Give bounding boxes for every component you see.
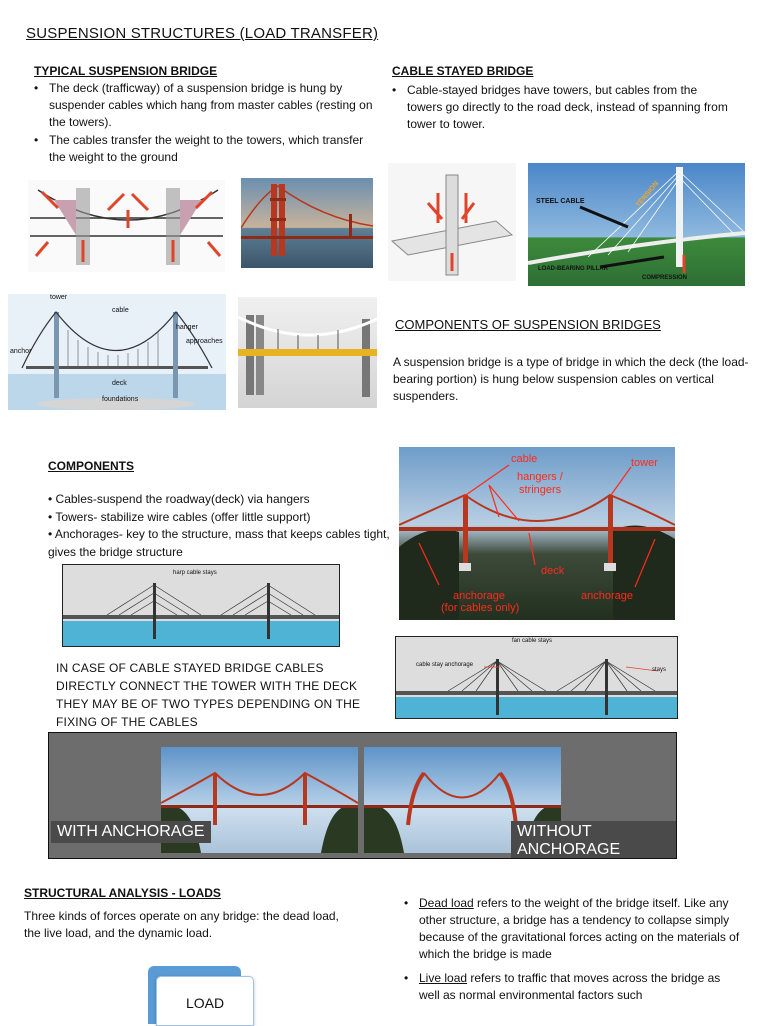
- cable-stayed-force-diagram: [388, 163, 516, 281]
- dead-load-term: Dead load: [419, 896, 474, 910]
- bridge-model-photo: [238, 297, 377, 408]
- typical-bullet: • The cables transfer the weight to the towers, which transfer the weight to the ground: [30, 132, 375, 166]
- red-anchorage-right-label: anchorage: [581, 590, 633, 602]
- live-load-text: refers to traffic that moves across the bridge as well as normal environmental factors such: [419, 971, 721, 1002]
- compression-label: COMPRESSION: [642, 275, 688, 281]
- cable-stay-anchorage-label: cable stay anchorage: [416, 662, 474, 668]
- red-anchorage-left-sub: (for cables only): [441, 602, 520, 614]
- with-anchorage-caption: WITH ANCHORAGE: [51, 821, 211, 843]
- live-load-term: Live load: [419, 971, 468, 985]
- loads-text: Three kinds of forces operate on any bridge: the dead load, the live load, and the dynamic load.: [24, 909, 339, 940]
- cable-label: cable: [112, 307, 129, 314]
- red-stringers-label: stringers: [519, 484, 562, 496]
- components-list: [48, 491, 398, 561]
- components-heading: COMPONENTS: [48, 459, 135, 473]
- load-box-label: LOAD: [185, 995, 225, 1011]
- tower-label: tower: [50, 294, 68, 301]
- cable-stayed-bullet: • Cable-stayed bridges have towers, but cables from the towers go directly to the road deck, instead of spanning from tower to tower.: [388, 82, 733, 133]
- tension-label: TENSION: [634, 180, 661, 209]
- anchorage-comparison: [48, 732, 677, 859]
- red-anchorage-left-label: anchorage: [453, 590, 505, 602]
- component-line: • Cables-suspend the roadway(deck) via hangers: [48, 492, 310, 506]
- cable-stayed-bullets: [388, 82, 733, 134]
- approaches-label: approaches: [186, 338, 223, 345]
- component-line: • Anchorages- key to the structure, mass that keeps cables tight, gives the bridge structure: [48, 527, 390, 559]
- harp-label: harp cable stays: [173, 570, 217, 576]
- steel-cable-label: STEEL CABLE: [536, 198, 585, 205]
- components-section-text: A suspension bridge is a type of bridge in which the deck (the load-bearing portion) is hung below suspension cables on vertical suspenders.: [393, 355, 749, 403]
- loads-heading: STRUCTURAL ANALYSIS - LOADS: [24, 886, 221, 900]
- deck-label: deck: [112, 380, 127, 387]
- cable-stayed-tension-diagram: [528, 163, 745, 286]
- fan-label: fan cable stays: [512, 638, 553, 644]
- suspension-components-diagram: [8, 294, 226, 410]
- foundations-label: foundations: [102, 396, 139, 403]
- fan-cable-stays-diagram: [395, 636, 678, 719]
- harp-cable-stays-diagram: [62, 564, 340, 647]
- red-hangers-label: hangers /: [517, 471, 563, 483]
- live-load-bullet: [400, 970, 740, 1004]
- without-anchorage-caption: WITHOUT ANCHORAGE: [511, 821, 676, 859]
- dead-load-text: refers to the weight of the bridge itself. Like any other structure, a bridge has a tendency to collapse simply because of the gravitational forces acting on the materials of which the bridge is made: [419, 896, 740, 961]
- suspension-force-diagram: [28, 180, 225, 272]
- load-bullets: [400, 895, 740, 1005]
- typical-bullets: [30, 80, 375, 167]
- components-section-heading: COMPONENTS OF SUSPENSION BRIDGES: [395, 317, 661, 332]
- hanger-label: hanger: [176, 324, 198, 331]
- component-line: • Towers- stabilize wire cables (offer little support): [48, 509, 311, 524]
- load-box: [156, 976, 254, 1026]
- red-deck-label: deck: [541, 565, 565, 577]
- cable-stayed-heading: CABLE STAYED BRIDGE: [392, 64, 534, 78]
- red-cable-label: cable: [511, 453, 538, 465]
- typical-heading: TYPICAL SUSPENSION BRIDGE: [34, 64, 218, 78]
- cable-stay-note: IN CASE OF CABLE STAYED BRIDGE CABLES DIRECTLY CONNECT THE TOWER WITH THE DECK THEY MAY BE OF TWO TYPES DEPENDING ON THE FIXING OF THE CABLES: [56, 661, 361, 729]
- typical-bullet: • The deck (trafficway) of a suspension bridge is hung by suspender cables which hang from master cables (resting on the towers).: [30, 80, 375, 131]
- golden-gate-photo: [241, 178, 373, 268]
- suspension-render-labeled: [399, 447, 675, 620]
- load-bearing-pillar-label: LOAD-BEARING PILLAR: [538, 266, 608, 272]
- stays-label: stays: [652, 667, 667, 673]
- anchor-label: anchor: [10, 348, 32, 355]
- red-tower-label: tower: [631, 457, 658, 469]
- dead-load-bullet: [400, 895, 740, 963]
- page-title: SUSPENSION STRUCTURES (LOAD TRANSFER): [26, 25, 379, 42]
